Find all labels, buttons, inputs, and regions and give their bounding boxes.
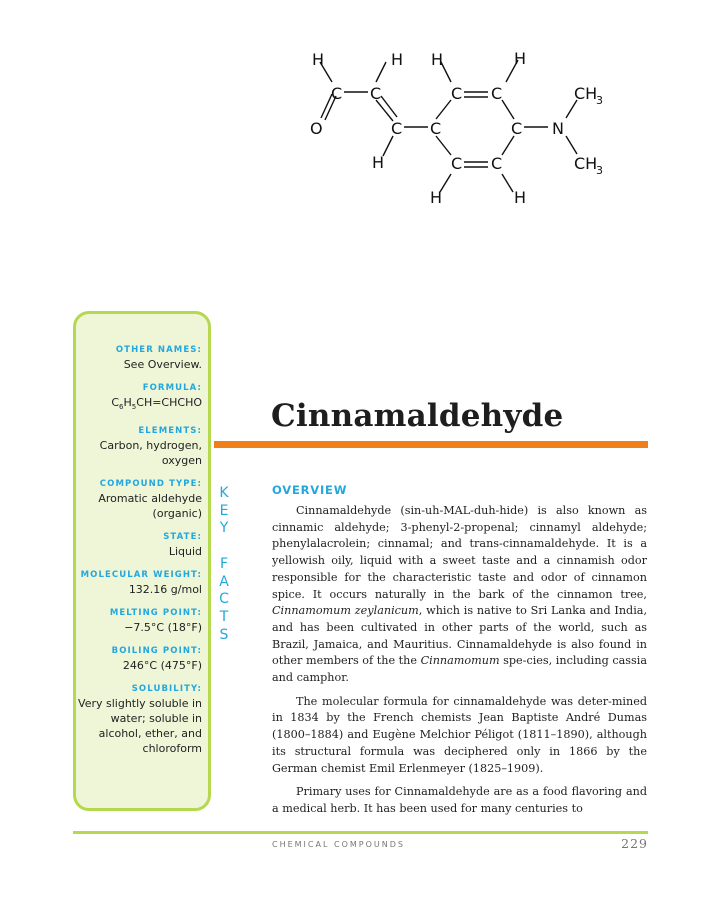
body-paragraph: The molecular formula for cinnamaldehyde was deter-mined in 1834 by the French chemists Jean Baptiste André Dumas (1800–1884) and Eugène Melchior Péligot (1811–1890), although its structural formula was deciphered only in 1866 by the German chemist Emil Erlenmeyer (1825–1909). bbox=[272, 694, 647, 775]
atom-subscript: 3 bbox=[596, 164, 603, 177]
section-heading: OVERVIEW bbox=[272, 483, 348, 497]
page-number: 229 bbox=[621, 836, 648, 851]
atom-subscript: 3 bbox=[596, 94, 603, 107]
vertical-letter: T bbox=[219, 608, 229, 625]
key-fact-elements bbox=[74, 426, 202, 468]
key-fact-label: COMPOUND TYPE: bbox=[99, 479, 202, 490]
vertical-letter: S bbox=[219, 626, 229, 643]
key-fact-solubility bbox=[74, 684, 202, 756]
atom-label: C bbox=[491, 84, 503, 103]
atom-label: H bbox=[430, 188, 443, 207]
vertical-letter: F bbox=[219, 555, 229, 572]
atom-label: C bbox=[511, 119, 523, 138]
page-title: Cinnamaldehyde bbox=[271, 398, 564, 434]
key-fact-label: FORMULA: bbox=[142, 383, 202, 393]
bond bbox=[502, 174, 513, 192]
vertical-letter: Y bbox=[219, 520, 229, 537]
structural-formula bbox=[290, 38, 630, 213]
structure-diagram bbox=[290, 38, 630, 213]
key-fact-label: STATE: bbox=[163, 532, 202, 543]
atom-label: H bbox=[391, 50, 404, 69]
key-fact-value: Aromatic aldehyde (organic) bbox=[98, 492, 202, 521]
key-fact-melting-point bbox=[74, 608, 202, 635]
body-paragraph: Cinnamaldehyde (sin-uh-MAL-duh-hide) is also known as cinnamic aldehyde; 3-phenyl-2-propenal; cinnamyl aldehyde; phenylalacrolein; cinnamal; and trans-cinnamaldehyde. It is a yellowish oily, liquid with a sweet taste and a cinnamish odor responsible for the characteristic taste and odor of cinnamon spice. It occurs naturally in the bark of the cinnamon tree, Cinnamomum zeylanicum, which is native to Sri Lanka and India, and has been cultivated in other parts of the world, such as Brazil, Jamaica, and Mauritius. Cinnamaldehyde is also found in other members of the the Cinnamomum spe-cies, including cassia and camphor. bbox=[272, 504, 647, 685]
bond bbox=[502, 136, 514, 155]
atom-label: H bbox=[514, 49, 527, 68]
running-footer: CHEMICAL COMPOUNDS bbox=[272, 840, 405, 849]
key-facts-panel bbox=[73, 311, 211, 811]
key-facts-list bbox=[74, 345, 202, 767]
atom-label: N bbox=[552, 119, 564, 138]
key-fact-molecular-weight bbox=[74, 570, 202, 597]
bond bbox=[383, 136, 393, 156]
key-fact-value: Liquid bbox=[168, 545, 202, 559]
key-fact-label: OTHER NAMES: bbox=[115, 345, 202, 355]
key-fact-state bbox=[74, 532, 202, 559]
atom-label: CH bbox=[574, 154, 598, 173]
atom-label: H bbox=[312, 50, 325, 69]
bond bbox=[436, 136, 451, 155]
bond bbox=[381, 96, 397, 117]
key-fact-value: See Overview. bbox=[123, 358, 202, 371]
key-fact-boiling-point bbox=[74, 646, 202, 673]
key-fact-compound-type bbox=[74, 479, 202, 521]
key-fact-value: Very slightly soluble in water; soluble in alcohol, ether, and chloroform bbox=[78, 697, 202, 756]
vertical-letter: C bbox=[219, 591, 229, 608]
atom-label: C bbox=[430, 119, 442, 138]
bond bbox=[502, 100, 514, 119]
atom-label: CH bbox=[574, 84, 598, 103]
key-fact-value: 132.16 g/mol bbox=[128, 583, 202, 597]
title-underline bbox=[214, 441, 648, 448]
atom-label: C bbox=[451, 84, 463, 103]
key-fact-formula bbox=[74, 383, 202, 415]
atom-label: C bbox=[331, 84, 343, 103]
atom-label: H bbox=[431, 50, 444, 69]
key-fact-label: BOILING POINT: bbox=[111, 646, 202, 657]
key-fact-label: MOLECULAR WEIGHT: bbox=[80, 570, 202, 581]
atom-label: C bbox=[451, 154, 463, 173]
bond bbox=[436, 100, 451, 119]
atom-label: H bbox=[514, 188, 527, 207]
body-paragraph: Primary uses for Cinnamaldehyde are as a food flavoring and a medical herb. It has been used for many centuries to bbox=[272, 785, 647, 815]
key-fact-value: −7.5°C (18°F) bbox=[124, 621, 202, 635]
vertical-letter: E bbox=[219, 502, 229, 519]
vertical-letter bbox=[215, 538, 233, 556]
atom-label: H bbox=[372, 153, 385, 172]
atom-label: C bbox=[391, 119, 403, 138]
key-fact-other-names bbox=[74, 345, 202, 372]
vertical-letter: A bbox=[219, 573, 229, 590]
key-fact-label: MELTING POINT: bbox=[109, 608, 202, 619]
key-fact-value: $C_6H_5CH=CHCHO$ bbox=[111, 396, 202, 412]
footer-rule bbox=[73, 831, 648, 834]
key-fact-label: ELEMENTS: bbox=[138, 426, 202, 437]
key-facts-vertical-label bbox=[215, 485, 233, 644]
atom-label: C bbox=[491, 154, 503, 173]
key-fact-value: Carbon, hydrogen, oxygen bbox=[99, 439, 202, 468]
bond bbox=[376, 100, 393, 121]
atom-label: O bbox=[310, 119, 323, 138]
bond bbox=[376, 62, 386, 82]
key-fact-label: SOLUBILITY: bbox=[131, 684, 202, 695]
key-fact-value: 246°C (475°F) bbox=[122, 659, 202, 673]
bond bbox=[566, 136, 577, 154]
vertical-letter: K bbox=[219, 485, 229, 501]
atom-label: C bbox=[370, 84, 382, 103]
overview-body bbox=[272, 503, 647, 825]
